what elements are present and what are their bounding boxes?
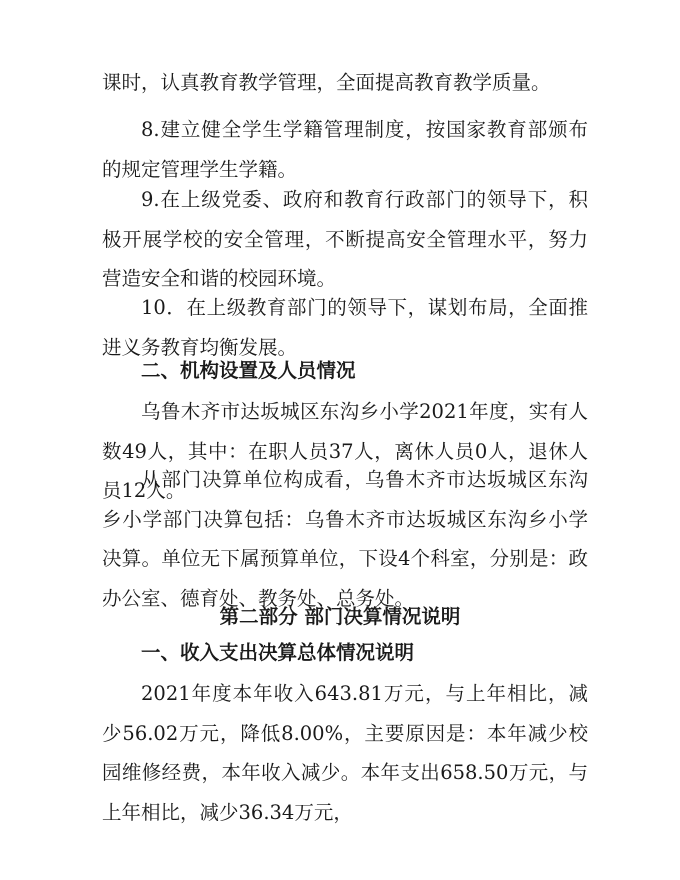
- item-8-paragraph: 8.建立健全学生学籍管理制度，按国家教育部颁布的规定管理学生学籍。: [102, 118, 588, 181]
- section-one-heading: 一、收入支出决算总体情况说明: [141, 641, 415, 664]
- section-two-heading: 二、机构设置及人员情况: [141, 359, 356, 382]
- income-paragraph: 2021年度本年收入643.81万元，与上年相比，减少56.02万元，降低8.00%，主要原因是：本年减少校园维修经费，本年收入减少。本年支出658.50万元，与上年相比，减少36.34万元，: [102, 682, 588, 824]
- part-two-title: 第二部分 部门决算情况说明: [219, 605, 461, 628]
- item-10-paragraph: 10．在上级教育部门的领导下，谋划布局，全面推进义务教育均衡发展。: [102, 296, 588, 359]
- carryover-line: 课时，认真教育教学管理，全面提高教育教学质量。: [102, 71, 551, 94]
- staffing-paragraph: 乌鲁木齐市达坂城区东沟乡小学2021年度，实有人数49人，其中：在职人员37人，离休人员0人，退休人员12人。: [102, 400, 588, 503]
- composition-paragraph: 从部门决算单位构成看，乌鲁木齐市达坂城区东沟乡小学部门决算包括：乌鲁木齐市达坂城区东沟乡小学决算。单位无下属预算单位，下设4个科室，分别是：政办公室、德育处、教务处、总务处。: [102, 468, 588, 610]
- item-9-paragraph: 9.在上级党委、政府和教育行政部门的领导下，积极开展学校的安全管理，不断提高安全管理水平，努力营造安全和谐的校园环境。: [102, 188, 588, 291]
